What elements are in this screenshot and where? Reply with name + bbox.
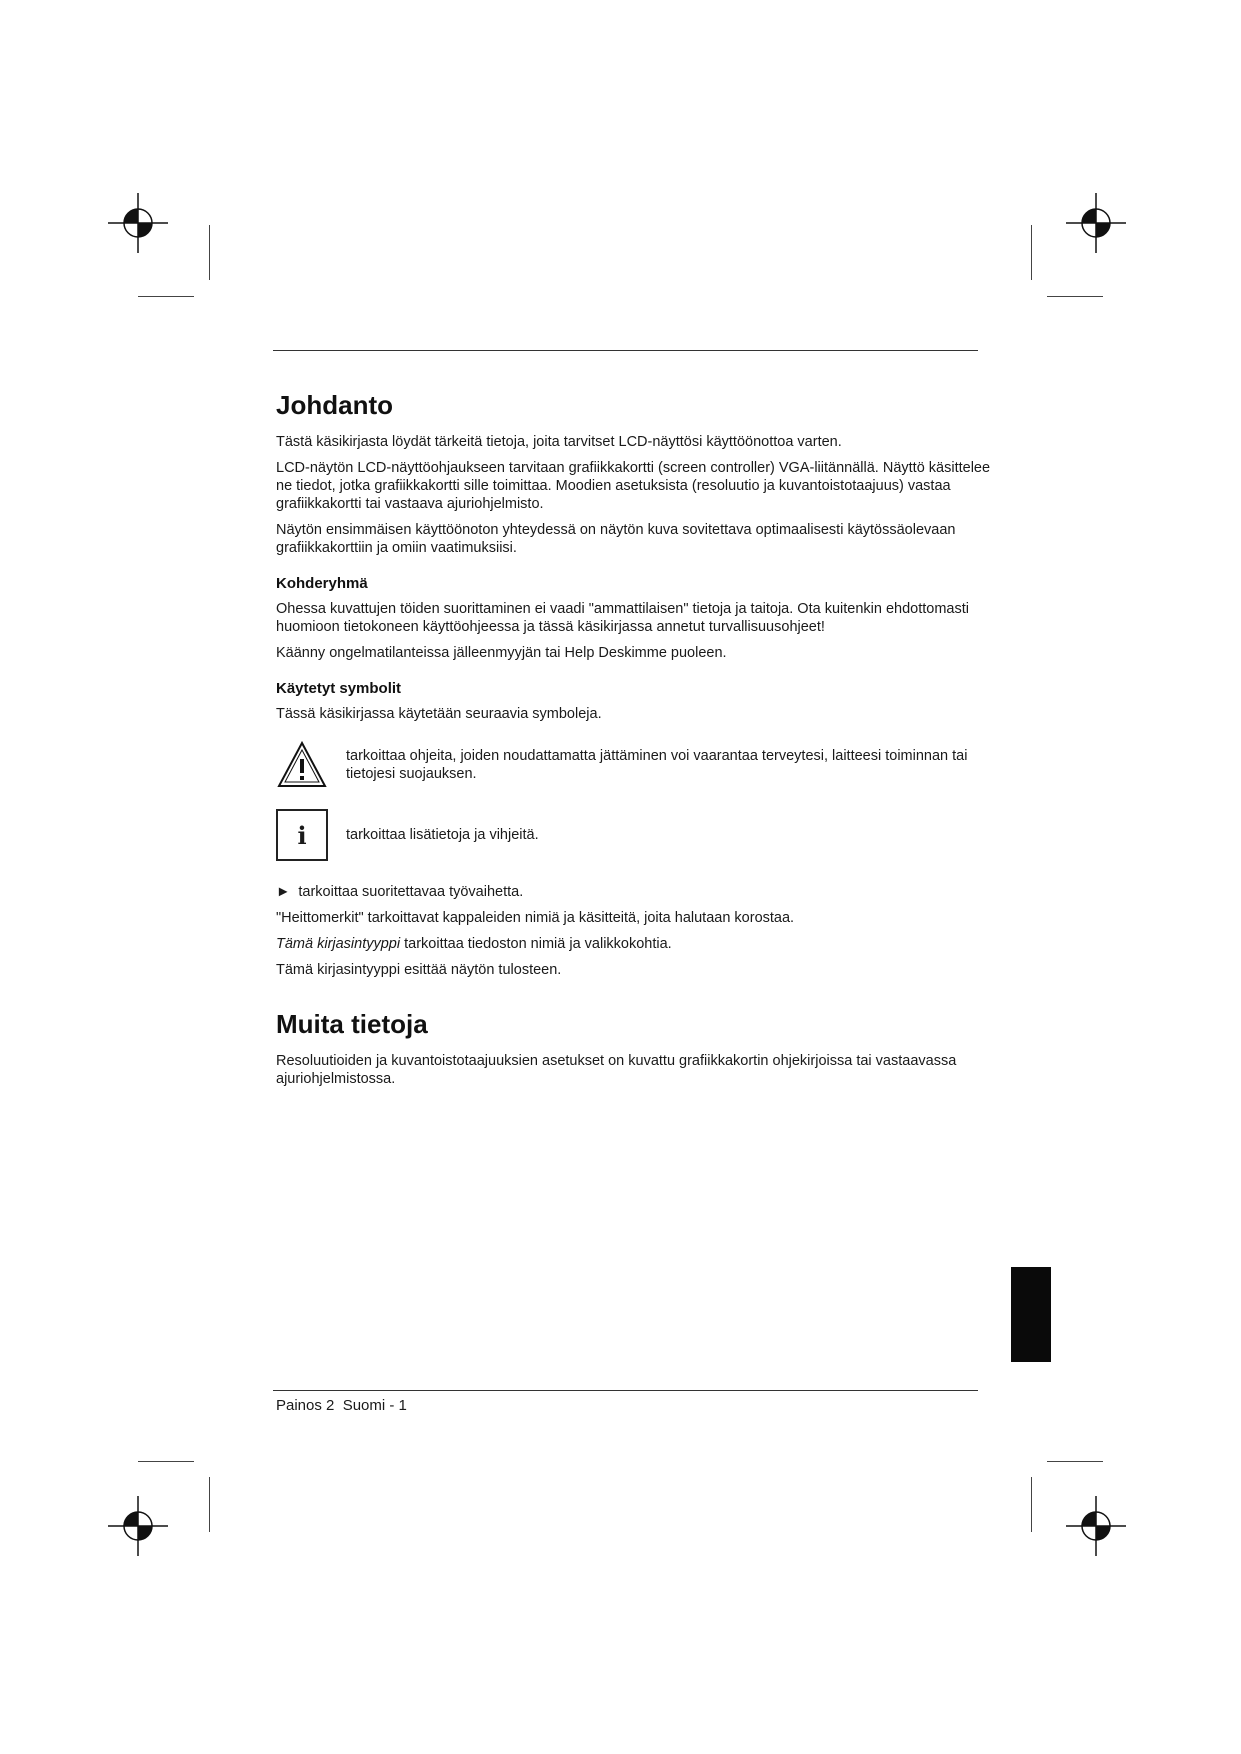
registration-mark-bottom-left (108, 1496, 168, 1556)
crop-mark (1047, 296, 1103, 297)
intro-paragraph: LCD-näytön LCD-näyttöohjaukseen tarvitaan grafiikkakortti (screen controller) VGA-liitännällä. Näyttö käsittelee ne tiedot, jotka grafiikkakortti sille toimittaa. Moodien asetuksista (resoluutio ja kuvantoistotaajuus) vastaa grafiikkakortti tai vastaava ajuriohjelmisto. (276, 460, 991, 512)
arrow-right-icon: ► (276, 884, 291, 900)
crop-mark (1047, 1461, 1103, 1462)
registration-mark-bottom-right (1066, 1496, 1126, 1556)
footer-rule (273, 1390, 978, 1391)
symbols-intro: Tässä käsikirjassa käytetään seuraavia symboleja. (276, 706, 602, 722)
target-paragraph: Käänny ongelmatilanteissa jälleenmyyjän tai Help Deskimme puoleen. (276, 645, 727, 661)
symbol-info-row (276, 809, 996, 861)
registration-mark-top-left (108, 193, 168, 253)
mono-line: Tämä kirjasintyyppi esittää näytön tulosteen. (276, 962, 562, 978)
target-paragraph: Ohessa kuvattujen töiden suorittaminen ei vaadi "ammattilaisen" tietoja ja taitoja. Ota kuitenkin ehdottomasti huomioon tietokoneen käyttöohjeessa ja tässä käsikirjassa annetut turvallisuusohjeet! (276, 601, 969, 635)
section-title-intro: Johdanto (276, 390, 393, 420)
page-footer: Painos 2 Suomi - 1 (276, 1397, 407, 1414)
italic-rest: tarkoittaa tiedoston nimiä ja valikkokohtia. (400, 936, 672, 952)
chapter-tab-marker (1011, 1267, 1051, 1362)
symbol-warning-row (276, 739, 996, 791)
step-description: tarkoittaa suoritettavaa työvaihetta. (298, 884, 524, 900)
crop-mark (1031, 1477, 1032, 1532)
intro-paragraph: Näytön ensimmäisen käyttöönoton yhteydessä on näytön kuva sovitettava optimaalisesti käytössäolevaan grafiikkakorttiin ja omiin vaatimuksiisi. (276, 522, 956, 556)
section-title-more: Muita tietoja (276, 1009, 428, 1039)
info-icon: i (276, 809, 328, 861)
crop-mark (209, 1477, 210, 1532)
warning-description: tarkoittaa ohjeita, joiden noudattamatta jättäminen voi vaarantaa terveytesi, laitteesi toiminnan tai tietojesi suojauksen. (346, 748, 968, 782)
section-title-symbols: Käytetyt symbolit (276, 680, 402, 697)
warning-triangle-icon (276, 739, 328, 791)
crop-mark (138, 1461, 194, 1462)
info-icon-wrap (276, 809, 328, 861)
info-description: tarkoittaa lisätietoja ja vihjeitä. (346, 827, 539, 843)
crop-mark (138, 296, 194, 297)
crop-mark (1031, 225, 1032, 280)
italic-term: Tämä kirjasintyyppi (276, 936, 401, 952)
section-title-target: Kohderyhmä (276, 575, 368, 592)
italic-line (276, 935, 996, 953)
intro-paragraph: Tästä käsikirjasta löydät tärkeitä tietoja, joita tarvitset LCD-näyttösi käyttöönottoa varten. (276, 434, 842, 450)
registration-mark-top-right (1066, 193, 1126, 253)
more-paragraph: Resoluutioiden ja kuvantoistotaajuuksien asetukset on kuvattu grafiikkakortin ohjekirjoissa tai vastaavassa ajuriohjelmistossa. (276, 1053, 957, 1087)
quotes-line: "Heittomerkit" tarkoittavat kappaleiden nimiä ja käsitteitä, joita halutaan korostaa. (276, 910, 795, 926)
step-line (276, 883, 996, 901)
crop-mark (209, 225, 210, 280)
page-content (276, 350, 996, 1096)
